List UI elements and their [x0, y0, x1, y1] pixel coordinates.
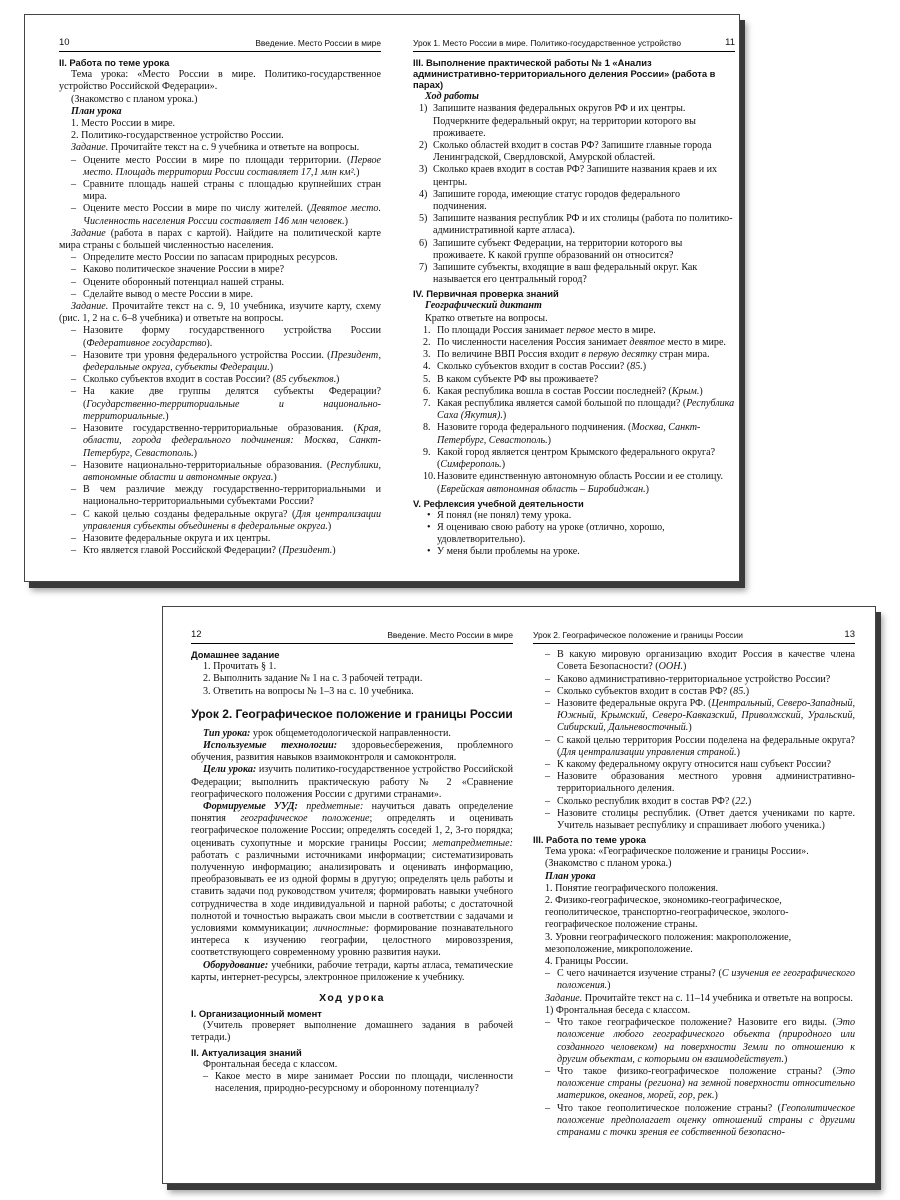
text-run: Запишите города, имеющие статус городов федерального подчинения. [433, 188, 681, 213]
text-run: План урока [71, 105, 122, 117]
emphasis-run: предметные: [306, 801, 364, 813]
text-run: 1) Фронтальная беседа с классом. [545, 1004, 691, 1016]
numbered-item [413, 103, 735, 140]
bullet-item [413, 546, 735, 558]
emphasis-run: Оборудование: [203, 959, 269, 971]
text-run: 1. Прочитать § 1. [203, 661, 277, 673]
dash-item [59, 374, 381, 386]
text-run: ) [714, 1090, 718, 1102]
numbered-item [413, 398, 735, 422]
text-run: Назовите форму государственного устройства России ( [83, 325, 381, 349]
text-run: ) [269, 362, 274, 374]
subheading [413, 300, 735, 312]
text-run [298, 801, 306, 812]
text-line [533, 932, 855, 956]
text-run: Назовите образования местного уровня административно-территориального деления. [557, 771, 855, 795]
text-run: здоровьесбережения, проблемного обучения, развития навыков взаимоконтроля и самоконтроля. [191, 740, 513, 764]
dash-item [533, 771, 855, 795]
page-12 [191, 629, 513, 1095]
bullet-item [413, 510, 735, 522]
text-run: Я понял (не понял) тему урока. [437, 509, 572, 521]
text-line [59, 94, 381, 106]
lesson-flow-heading [191, 992, 513, 1004]
text-run: ; определять и оценивать географическое положение России; определять соседей 1, 2, 3-го порядка; оценивать сухопутные и морские границы России; [191, 813, 513, 849]
emphasis-run: 85 субъектов [276, 374, 334, 386]
emphasis-run: Тип урока: [203, 727, 251, 739]
text-run: ) [356, 166, 360, 178]
text-run: Назовите города федерального подчинения. ( [437, 422, 632, 434]
dash-item [59, 277, 381, 289]
text-run: Запишите названия федеральных округов РФ и их центры. Подчеркните федеральный округ, на территории которого вы проживаете. [433, 103, 696, 139]
text-run: IV. Первичная проверка знаний [413, 288, 559, 300]
item-number: 8. [423, 422, 431, 434]
emphasis-run: Для централизации управления субъекты объединены в федеральные округа. [83, 508, 382, 532]
numbered-item [413, 164, 735, 188]
text-run: Назовите федеральные округа РФ. ( [557, 698, 712, 710]
emphasis-run: первое [566, 324, 595, 336]
dash-item [59, 509, 381, 533]
text-run: Назовите государственно-территориальные образования. ( [83, 423, 357, 435]
emphasis-run: в первую десятку [581, 349, 657, 361]
text-run: ) [502, 410, 507, 422]
item-number: 2. [423, 337, 431, 349]
dash-item [59, 484, 381, 508]
dash-item [59, 545, 381, 557]
text-run: ) [736, 746, 740, 758]
dash-item [533, 759, 855, 771]
page-body [413, 57, 735, 558]
text-run: V. Рефлексия учебной деятельности [413, 497, 584, 509]
text-run: Я оцениваю свою работу на уроке (отлично, хорошо, удовлетворительно). [437, 521, 665, 546]
dash-item [59, 423, 381, 460]
text-run: стран мира. [656, 349, 710, 361]
page-number: 13 [844, 629, 855, 640]
text-line [533, 1005, 855, 1017]
emphasis-run: Еврейская автономная область – Биробиджан. [440, 483, 646, 495]
dash-item [59, 386, 381, 423]
running-head: Введение. Место России в мире [387, 630, 513, 640]
emphasis-run: Президент. [281, 545, 333, 557]
emphasis-run: Первое место. Площадь территории России составляет 17,1 млн км². [83, 154, 381, 178]
dash-item [59, 252, 381, 264]
numbered-item [413, 349, 735, 361]
text-run: Кратко ответьте на вопросы. [425, 312, 548, 324]
emphasis-run: личностные: [313, 923, 370, 935]
text-run: Ход работы [425, 91, 479, 103]
emphasis-run: Республики, автономные области и автономные округа. [83, 459, 381, 483]
emphasis-run: Задание. [71, 142, 109, 154]
subheading [59, 106, 381, 118]
page-header [413, 37, 735, 52]
emphasis-run: Девятое место. Численность населения России составляет 146 млн человек. [83, 203, 381, 227]
emphasis-run: 85. [630, 361, 643, 373]
text-run: 2. Политико-государственное устройство России. [71, 130, 284, 142]
dash-item [533, 1103, 855, 1140]
text-run: .) [333, 374, 340, 386]
dash-item [59, 155, 381, 179]
numbered-item [413, 361, 735, 373]
text-run: 3. Ответить на вопросы № 1–3 на с. 10 учебника. [203, 685, 414, 697]
dash-item [533, 686, 855, 698]
text-run: Оцените оборонный потенциал нашей страны. [83, 276, 285, 288]
emphasis-run: Центральный, Северо-Западный, Южный, Крымский, Северо-Кавказский, Приволжский, Уральский, Сибирский, Дальневосточный. [557, 698, 855, 734]
text-run: ) [501, 459, 506, 471]
text-run: ) [683, 661, 687, 673]
book-spread-pages-10-11 [24, 14, 740, 582]
item-number: 3. [423, 349, 431, 361]
paragraph [191, 728, 513, 740]
item-number: 1. [423, 324, 431, 336]
item-number: 4) [419, 188, 428, 200]
numbered-item [413, 337, 735, 349]
emphasis-run: Государственно-территориальные и национально-территориальные. [83, 398, 381, 422]
text-run: 2. Выполнить задание № 1 на с. 3 рабочей тетради. [203, 673, 423, 685]
page-header [191, 629, 513, 644]
text-run: III. Работа по теме урока [533, 834, 646, 846]
dash-item [59, 289, 381, 301]
text-line [413, 313, 735, 325]
text-run: Домашнее задание [191, 649, 280, 661]
section-heading [59, 57, 381, 68]
text-run: Урок 2. Географическое положение и границы России [191, 706, 513, 721]
numbered-item [413, 386, 735, 398]
dash-item [59, 203, 381, 227]
section-heading [191, 1047, 513, 1058]
paragraph [191, 740, 513, 764]
page-number: 12 [191, 629, 202, 640]
page-body [533, 649, 855, 1139]
emphasis-run: С изучения ее географического положения. [557, 968, 855, 992]
page-13 [533, 629, 855, 1139]
text-run: Какая республика является самой большой по площади? ( [437, 398, 687, 410]
page-header [533, 629, 855, 644]
emphasis-run: метапредметные: [432, 837, 513, 849]
emphasis-run: Это положение страны (региона) на земной поверхности относительно материков, океанов, морей, гор, рек. [557, 1065, 855, 1102]
item-number: 9. [423, 446, 431, 458]
text-run: Какое место в мире занимает России по площади, численности населения, природно-ресурсному и оборонному потенциалу? [215, 1070, 513, 1095]
text-line [533, 858, 855, 870]
text-run: ) [273, 471, 277, 483]
text-line [191, 673, 513, 685]
section-heading [191, 649, 513, 660]
text-run: ) [344, 215, 349, 227]
text-run: ) [607, 980, 611, 992]
numbered-item [413, 140, 735, 164]
text-run: место в мире. [594, 324, 656, 336]
text-run: С чего начинается изучение страны? ( [557, 968, 722, 980]
text-run: К какому федеральному округу относится наш субъект России? [557, 759, 832, 771]
text-run: План урока [545, 870, 596, 882]
text-run: место в мире. [664, 337, 726, 349]
emphasis-run: Формируемые УУД: [203, 801, 298, 813]
text-run: Какая республика вошла в состав России последней? ( [437, 385, 672, 397]
text-run: ) [645, 483, 650, 495]
text-run: В каком субъекте РФ вы проживаете? [437, 373, 599, 385]
page-10 [59, 37, 381, 557]
dash-item [533, 1066, 855, 1103]
dash-item [533, 735, 855, 759]
text-run: Запишите субъект Федерации, на территории которого вы проживаете. К какой группе образований он относится? [433, 237, 683, 261]
text-run: Прочитайте текст на с. 9, 10 учебника, изучите карту, схему (рис. 1, 2 на с. 6–8 учебника) и ответьте на вопросы. [59, 301, 381, 325]
text-run: (работа в парах с картой). Найдите на политической карте мира страны с большей численностью населения. [59, 227, 381, 252]
text-run: ) [547, 434, 551, 446]
text-run: (Знакомство с планом урока.) [545, 858, 672, 870]
dash-item [59, 325, 381, 349]
text-run: С какой целью территория России поделена на федеральные округа? ( [557, 734, 855, 758]
text-run: Определите место России по запасам природных ресурсов. [83, 252, 338, 264]
text-run: Какой город является центром Крымского федерального округа? ( [437, 446, 716, 471]
text-run: научиться давать определение понятия [191, 801, 513, 825]
bullet-item [413, 522, 735, 546]
page-number: 10 [59, 37, 70, 48]
text-run: Назовите три уровня федерального устройства России. ( [83, 349, 331, 361]
paragraph [533, 993, 855, 1005]
subheading [413, 91, 735, 103]
text-run: Сколько республик входит в состав РФ? ( [557, 795, 736, 807]
text-run: ) [642, 361, 647, 373]
emphasis-run: Цели урока: [203, 764, 257, 776]
item-number: 3) [419, 164, 428, 176]
text-run: 1. Место России в мире. [71, 118, 176, 130]
numbered-item [413, 422, 735, 446]
text-run: Сколько краев входит в состав РФ? Запишите названия краев и их центры. [433, 164, 718, 188]
text-run: Фронтальная беседа с классом. [203, 1058, 338, 1070]
section-heading [413, 498, 735, 509]
lesson-title [191, 707, 513, 722]
paragraph [533, 846, 855, 858]
text-run: Что такое геополитическое положение страны? ( [557, 1102, 782, 1114]
text-run: урок общеметодологической направленности. [250, 727, 451, 739]
item-number: 6) [419, 237, 428, 249]
dash-item [59, 179, 381, 203]
text-run: Сравните площадь нашей страны с площадью крупнейших стран мира. [83, 179, 381, 203]
text-run: Каково административно-территориальное устройство России? [557, 673, 831, 685]
text-run: Сколько субъектов входит в состав России? ( [83, 374, 277, 386]
text-run: работать с различными источниками информации; систематизировать полученную информацию; анализировать и оценивать информацию, преобразовывать ее из одной формы в другую; определять цель работы и ставить задачи под руководством учителя; формировать навыки учебного сотрудничества в ходе индивидуальной и парной работы; с достаточной полнотой и точностью выражать свои мысли в соответствии с задачами и условиями коммуникации; [191, 849, 513, 935]
section-heading [191, 1008, 513, 1019]
text-run: Оцените место России в мире по площади территории. ( [83, 154, 351, 166]
numbered-item [413, 262, 735, 286]
text-line [533, 895, 855, 932]
dash-item [59, 533, 381, 545]
text-run: По величине ВВП Россия входит [437, 349, 582, 361]
subheading [533, 871, 855, 883]
text-line [59, 130, 381, 142]
text-run: Сколько субъектов входит в состав России? ( [437, 361, 631, 373]
numbered-item [413, 325, 735, 337]
page-number: 11 [725, 37, 735, 48]
dash-item [191, 1071, 513, 1095]
paragraph [59, 142, 381, 154]
text-run: В чем различие между государственно-территориальными и национально-территориальными субъектами России? [83, 484, 381, 508]
emphasis-run: Задание. [545, 992, 583, 1004]
text-run: ) [165, 410, 169, 422]
text-run: Ход урока [319, 992, 385, 1005]
item-number: 1) [419, 103, 428, 115]
text-run: изучить политико-государственное устройство Российской Федерации; выполнить практическую работу № 2 «Сравнение географического положения России с другими странами». [191, 764, 513, 800]
text-run: 1. Понятие географического положения. [545, 882, 719, 894]
emphasis-run: Президент, федеральные округа, субъекты Федерации. [83, 349, 381, 374]
numbered-item [413, 447, 735, 471]
text-run: Кто является главой Российской Федерации? ( [83, 545, 282, 557]
emphasis-run: ООН. [658, 661, 684, 673]
text-run: Оцените место России в мире по числу жителей. ( [83, 203, 311, 215]
text-run: Что такое географическое положение? Назовите его виды. ( [557, 1017, 837, 1029]
numbered-item [413, 189, 735, 213]
numbered-item [413, 471, 735, 495]
running-head: Урок 1. Место России в мире. Политико-государственное устройство [413, 38, 681, 48]
section-heading [413, 57, 735, 90]
item-number: 7. [423, 398, 431, 410]
text-line [533, 883, 855, 895]
text-run: ) [332, 545, 336, 557]
emphasis-run: Края, области, города федерального подчинения: Москва, Санкт-Петербург, Севастополь. [83, 423, 381, 459]
text-run: Сделайте вывод о месте России в мире. [83, 288, 254, 300]
text-run: Назовите единственную автономную область России и ее столицу. ( [437, 471, 723, 495]
book-spread-pages-12-13 [162, 606, 876, 1184]
paragraph [59, 301, 381, 325]
emphasis-run: Для централизации управления страной. [560, 746, 737, 758]
emphasis-run: Задание [71, 227, 106, 239]
paragraph [191, 764, 513, 801]
text-run: ) [747, 795, 752, 807]
text-run: Назовите столицы республик. (Ответ дается учениками по карте. Учитель называет республику и спрашивает любого ученика.) [557, 807, 855, 832]
emphasis-run: Республика Саха (Якутия). [437, 398, 735, 422]
dash-item [59, 350, 381, 374]
item-number: 7) [419, 262, 428, 274]
dash-item [533, 698, 855, 735]
text-line [59, 118, 381, 130]
paragraph [191, 1020, 513, 1044]
emphasis-run: Геополитическое положение предполагает оценку отношений страны с другими странами с точки зрения ее собственной безопасно- [557, 1102, 855, 1138]
item-number: 4. [423, 361, 431, 373]
page-11 [413, 37, 735, 559]
text-run: 4. Границы России. [545, 956, 629, 968]
text-run: ) [688, 722, 692, 734]
paragraph [59, 228, 381, 252]
text-run: Назовите национально-территориальные образования. ( [83, 459, 331, 471]
section-heading [413, 288, 735, 299]
text-run: (Знакомство с планом урока.) [71, 93, 198, 105]
text-run: Сколько областей входит в состав РФ? Запишите главные города Ленинградской, Свердловской, Амурской областей. [433, 140, 712, 164]
running-head: Урок 2. Географическое положение и границы России [533, 630, 743, 640]
emphasis-run: Федеративное государство [86, 337, 207, 349]
text-run: ) [699, 385, 703, 397]
text-run: ) [783, 1053, 788, 1065]
numbered-item [413, 238, 735, 262]
page-body [59, 57, 381, 557]
numbered-item [413, 374, 735, 386]
text-run: По численности населения Россия занимает [437, 337, 630, 349]
emphasis-run: девятое [629, 337, 665, 349]
emphasis-run: Используемые технологии: [203, 740, 338, 752]
text-run: формирование познавательного интереса к изучению географии, целостного мировоззрения, соответствующего современному уровню развития науки. [191, 923, 513, 959]
text-line [191, 1059, 513, 1071]
paragraph [191, 960, 513, 984]
text-run: Назовите федеральные округа и их центры. [83, 532, 271, 544]
numbered-item [413, 213, 735, 237]
emphasis-run: Симферополь. [440, 459, 502, 471]
text-run: III. Выполнение практической работы № 1 «Анализ административно-территориального деления России» (работа в парах) [413, 57, 716, 91]
text-run: II. Работа по теме урока [59, 57, 170, 69]
text-run: В какую мировую организацию входит Россия в качестве члена Совета Безопасности? ( [557, 649, 855, 673]
text-run: I. Организационный момент [191, 1008, 322, 1020]
emphasis-run: 22. [735, 795, 748, 807]
text-run: ) [193, 447, 197, 459]
text-run: II. Актуализация знаний [191, 1046, 302, 1058]
dash-item [59, 460, 381, 484]
item-number: 5) [419, 213, 428, 225]
text-run: учебники, рабочие тетради, карты атласа, тематические карты, интернет-ресурсы, электронное приложение к учебнику. [191, 959, 513, 983]
text-run: (Учитель проверяет выполнение домашнего задания в рабочей тетради.) [191, 1020, 513, 1044]
text-run: Запишите субъекты, входящие в ваш федеральный округ. Как называется его центральный город? [433, 262, 698, 286]
emphasis-run: Москва, Санкт-Петербург, Севастополь. [437, 422, 701, 446]
text-run: На какие две группы делятся субъекты Федерации? ( [83, 386, 381, 410]
dash-item [533, 968, 855, 992]
text-run: ) [745, 685, 750, 697]
text-run: Тема урока: «Географическое положение и границы России». [545, 846, 809, 858]
text-run: ) [327, 520, 332, 532]
dash-item [533, 808, 855, 832]
text-line [191, 661, 513, 673]
dash-item [533, 649, 855, 673]
emphasis-run: Крым. [671, 385, 700, 397]
section-heading [533, 834, 855, 845]
page-body [191, 649, 513, 1095]
paragraph [59, 69, 381, 93]
item-number: 6. [423, 385, 431, 397]
text-line [533, 956, 855, 968]
emphasis-run: Задание. [71, 301, 109, 313]
emphasis-run: географическое положение [240, 813, 370, 825]
text-run: 3. Уровни географического положения: макроположение, мезоположение, микроположение. [545, 931, 792, 955]
paragraph [191, 801, 513, 960]
text-run: У меня были проблемы на уроке. [437, 546, 580, 558]
text-run: 2. Физико-географическое, экономико-географическое, геополитическое, транспортно-географическое, эколого-географическое положение страны. [545, 895, 789, 931]
dash-item [533, 796, 855, 808]
text-run: Сколько субъектов входит в состав РФ? ( [557, 685, 734, 697]
item-number: 2) [419, 140, 428, 152]
text-run: Что такое физико-географическое положение страны? ( [557, 1065, 837, 1077]
text-run: ). [206, 337, 213, 349]
text-run: Прочитайте текст на с. 9 учебника и ответьте на вопросы. [108, 142, 360, 154]
emphasis-run: 85. [733, 685, 746, 697]
dash-item [533, 1017, 855, 1066]
page-header [59, 37, 381, 52]
text-run: С какой целью созданы федеральные округа? ( [83, 508, 296, 520]
text-run: По площади Россия занимает [437, 324, 567, 336]
text-run: Географический диктант [425, 300, 542, 312]
dash-item [533, 674, 855, 686]
text-line [191, 686, 513, 698]
text-run: Каково политическое значение России в мире? [83, 264, 285, 276]
running-head: Введение. Место России в мире [255, 38, 381, 48]
item-number: 5. [423, 373, 431, 385]
dash-item [59, 264, 381, 276]
item-number: 10. [423, 471, 436, 483]
text-run: Запишите названия республик РФ и их столицы (работа по политико-административной карте атласа). [433, 213, 733, 237]
emphasis-run: Это положение любого географического объекта (природного или созданного человеком) на поверхности Земли по отношению к другим объектам, с которыми он взаимодействует. [557, 1017, 855, 1065]
text-run: Тема урока: «Место России в мире. Политико-государственное устройство Российской Федерации». [59, 69, 381, 93]
text-run: Прочитайте текст на с. 11–14 учебника и ответьте на вопросы. [582, 992, 853, 1004]
